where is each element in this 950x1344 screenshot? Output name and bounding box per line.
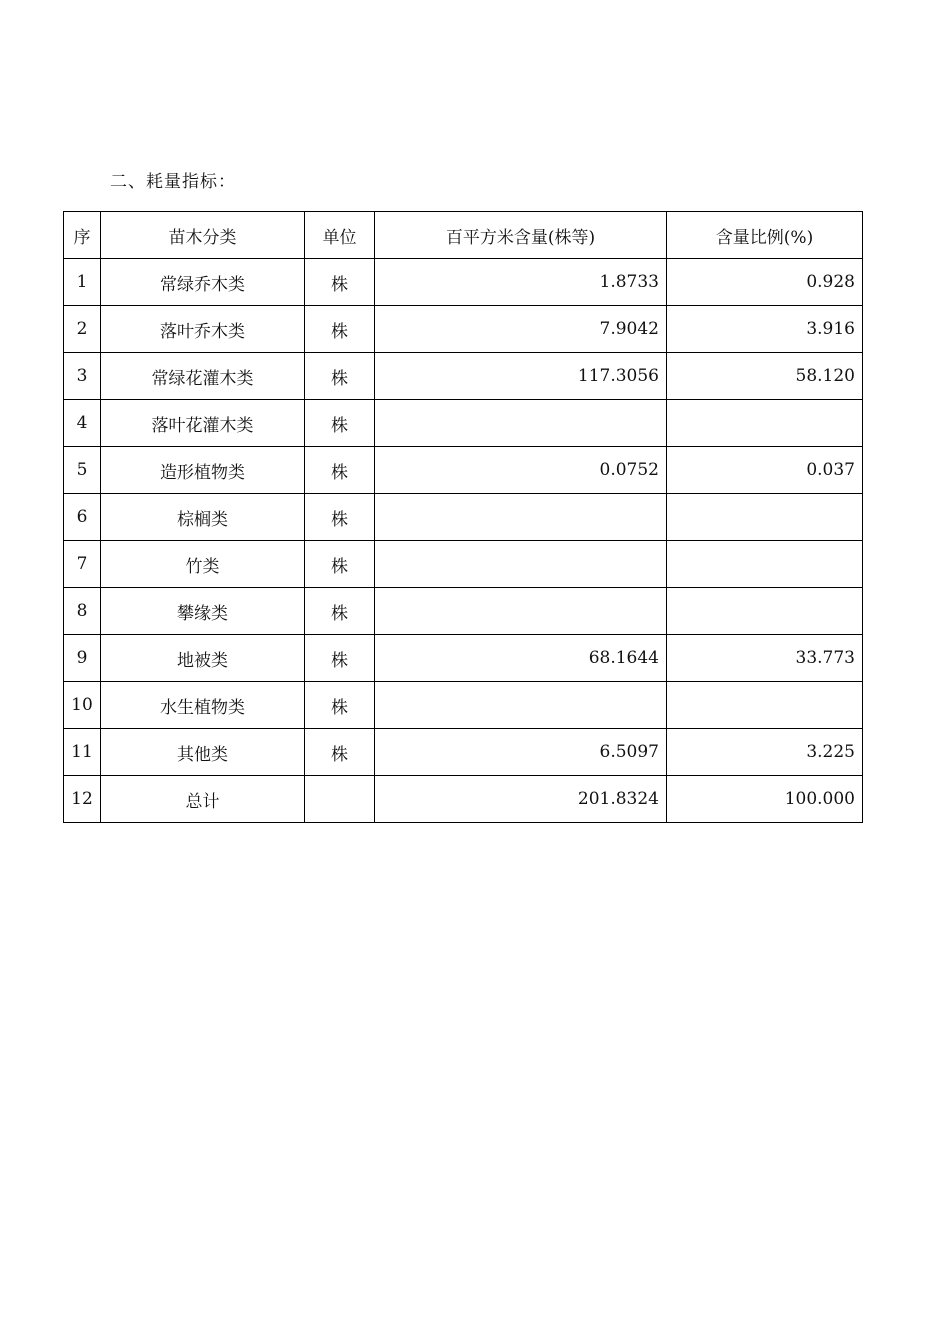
row-unit: 株 [305,682,375,729]
row-unit: 株 [305,541,375,588]
table-row [64,400,863,447]
row-content: 117.3056 [375,353,667,400]
row-ratio [667,588,863,635]
row-category: 地被类 [101,635,305,682]
row-unit: 株 [305,635,375,682]
row-unit: 株 [305,353,375,400]
consumption-table [63,211,863,823]
row-content [375,494,667,541]
row-unit: 株 [305,588,375,635]
row-category: 落叶乔木类 [101,306,305,353]
row-category: 竹类 [101,541,305,588]
row-category: 造形植物类 [101,447,305,494]
row-category: 落叶花灌木类 [101,400,305,447]
row-index: 2 [64,306,101,353]
table-row [64,776,863,823]
row-ratio: 3.916 [667,306,863,353]
row-content: 1.8733 [375,259,667,306]
row-ratio: 100.000 [667,776,863,823]
row-unit: 株 [305,306,375,353]
table-body [64,259,863,823]
row-unit: 株 [305,729,375,776]
row-content: 201.8324 [375,776,667,823]
table-row [64,353,863,400]
row-content: 68.1644 [375,635,667,682]
row-unit: 株 [305,400,375,447]
table-row [64,494,863,541]
row-index: 4 [64,400,101,447]
row-category: 常绿乔木类 [101,259,305,306]
row-unit: 株 [305,447,375,494]
header-ratio: 含量比例(%) [667,212,863,259]
row-index: 7 [64,541,101,588]
row-index: 1 [64,259,101,306]
row-ratio: 0.037 [667,447,863,494]
row-content [375,541,667,588]
row-content [375,588,667,635]
table-row [64,729,863,776]
row-content: 6.5097 [375,729,667,776]
table-row [64,259,863,306]
row-ratio: 0.928 [667,259,863,306]
row-index: 3 [64,353,101,400]
row-index: 5 [64,447,101,494]
row-unit: 株 [305,494,375,541]
row-ratio [667,541,863,588]
row-content [375,400,667,447]
table-row [64,588,863,635]
row-index: 8 [64,588,101,635]
row-unit: 株 [305,259,375,306]
row-ratio: 33.773 [667,635,863,682]
table-row [64,306,863,353]
row-category: 其他类 [101,729,305,776]
row-ratio: 3.225 [667,729,863,776]
table-row [64,447,863,494]
header-content: 百平方米含量(株等) [375,212,667,259]
row-index: 10 [64,682,101,729]
header-category: 苗木分类 [101,212,305,259]
row-index: 11 [64,729,101,776]
header-index: 序 [64,212,101,259]
row-ratio [667,400,863,447]
row-category: 常绿花灌木类 [101,353,305,400]
row-content: 7.9042 [375,306,667,353]
table-row [64,682,863,729]
row-ratio [667,682,863,729]
row-ratio [667,494,863,541]
row-category: 攀缘类 [101,588,305,635]
row-content: 0.0752 [375,447,667,494]
row-ratio: 58.120 [667,353,863,400]
row-index: 9 [64,635,101,682]
row-content [375,682,667,729]
section-title: 二、耗量指标： [110,172,236,192]
row-category: 棕榈类 [101,494,305,541]
table-row [64,635,863,682]
row-index: 12 [64,776,101,823]
row-category: 水生植物类 [101,682,305,729]
row-unit [305,776,375,823]
header-unit: 单位 [305,212,375,259]
row-category: 总计 [101,776,305,823]
row-index: 6 [64,494,101,541]
table-row [64,541,863,588]
table-header-row [64,212,863,259]
